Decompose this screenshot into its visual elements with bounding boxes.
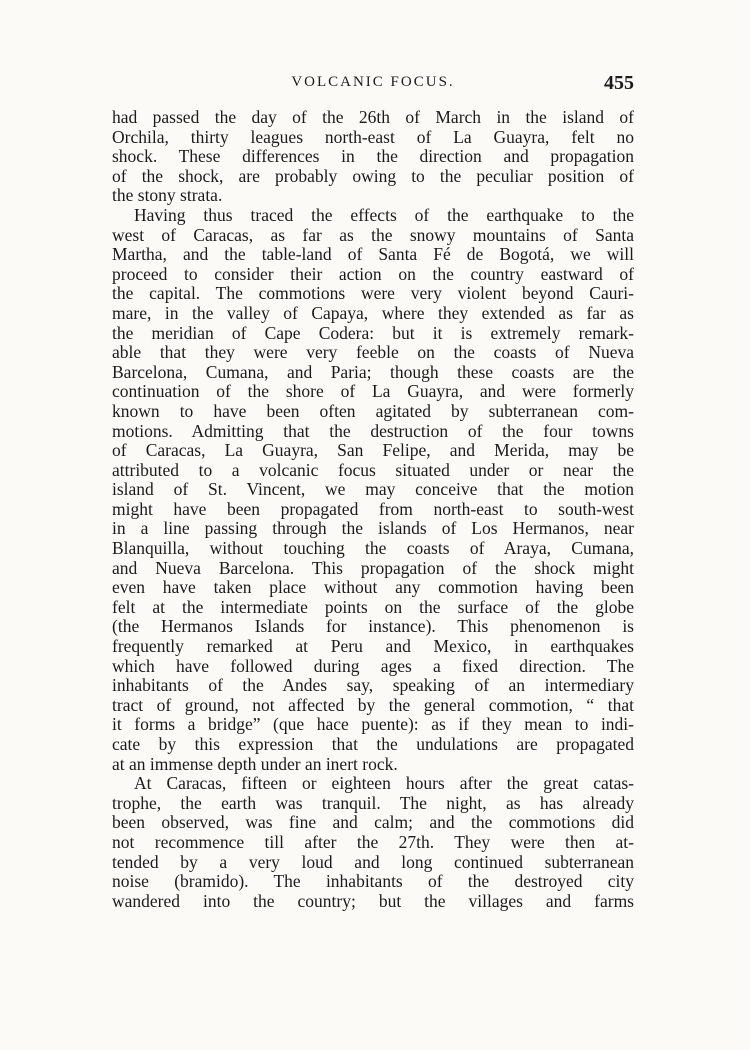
text-line: able that they were very feeble on the coasts of Nueva xyxy=(112,343,634,363)
text-line: Having thus traced the effects of the earthquake to the xyxy=(134,205,634,225)
text-line: tract of ground, not affected by the general commotion, “ that xyxy=(112,695,634,715)
text-line: frequently remarked at Peru and Mexico, in earthquakes xyxy=(112,637,634,657)
text-line: mare, in the valley of Capaya, where they extended as far as xyxy=(112,303,634,323)
text-line: proceed to consider their action on the country eastward of xyxy=(112,264,634,284)
running-head: VOLCANIC FOCUS. xyxy=(291,74,455,90)
text-line: of the shock, are probably owing to the peculiar position of xyxy=(112,166,634,186)
text-line: At Caracas, fifteen or eighteen hours after the great catas- xyxy=(134,774,634,794)
text-line: which have followed during ages a fixed direction. The xyxy=(112,656,634,676)
text-line: the stony strata. xyxy=(112,186,223,206)
text-line: not recommence till after the 27th. They were then at- xyxy=(112,832,634,852)
text-line: felt at the intermediate points on the surface of the globe xyxy=(112,597,634,617)
text-line: attributed to a volcanic focus situated under or near the xyxy=(112,460,634,480)
text-line: even have taken place without any commotion having been xyxy=(112,578,634,598)
text-line: island of St. Vincent, we may conceive that the motion xyxy=(112,480,634,500)
text-line: west of Caracas, as far as the snowy mountains of Santa xyxy=(112,225,634,245)
text-line: in a line passing through the islands of Los Hermanos, near xyxy=(112,519,634,539)
text-line: might have been propagated from north-east to south-west xyxy=(112,499,634,519)
text-line: at an immense depth under an inert rock. xyxy=(112,754,398,774)
text-line: known to have been often agitated by subterranean com- xyxy=(112,401,634,421)
text-line: had passed the day of the 26th of March in the island of xyxy=(112,108,634,127)
text-line: trophe, the earth was tranquil. The night, as has already xyxy=(112,793,634,813)
text-line: shock. These differences in the direction and propagation xyxy=(112,147,634,167)
text-line: and Nueva Barcelona. This propagation of the shock might xyxy=(112,558,634,578)
page-header xyxy=(112,72,634,100)
text-line: the meridian of Cape Codera: but it is extremely remark- xyxy=(112,323,634,343)
text-line: tended by a very loud and long continued subterranean xyxy=(112,852,634,872)
text-line: Martha, and the table-land of Santa Fé de Bogotá, we will xyxy=(112,245,634,265)
text-line: (the Hermanos Islands for instance). This phenomenon is xyxy=(112,617,634,637)
text-line: Orchila, thirty leagues north-east of La Guayra, felt no xyxy=(112,127,634,147)
text-line: continuation of the shore of La Guayra, and were formerly xyxy=(112,382,634,402)
text-line: it forms a bridge” (que hace puente): as if they mean to indi- xyxy=(112,715,634,735)
text-line: the capital. The commotions were very violent beyond Cauri- xyxy=(112,284,634,304)
page-number: 455 xyxy=(604,72,634,94)
text-line: motions. Admitting that the destruction of the four towns xyxy=(112,421,634,441)
text-line: been observed, was fine and calm; and the commotions did xyxy=(112,813,634,833)
text-line: wandered into the country; but the villages and farms xyxy=(112,891,634,911)
text-line: noise (bramido). The inhabitants of the destroyed city xyxy=(112,872,634,892)
text-line: of Caracas, La Guayra, San Felipe, and Merida, may be xyxy=(112,441,634,461)
body-text xyxy=(112,108,634,911)
text-line: cate by this expression that the undulations are propagated xyxy=(112,735,634,754)
text-line: Blanquilla, without touching the coasts of Araya, Cumana, xyxy=(112,539,634,559)
text-line: inhabitants of the Andes say, speaking of an intermediary xyxy=(112,676,634,696)
text-line: Barcelona, Cumana, and Paria; though these coasts are the xyxy=(112,362,634,382)
